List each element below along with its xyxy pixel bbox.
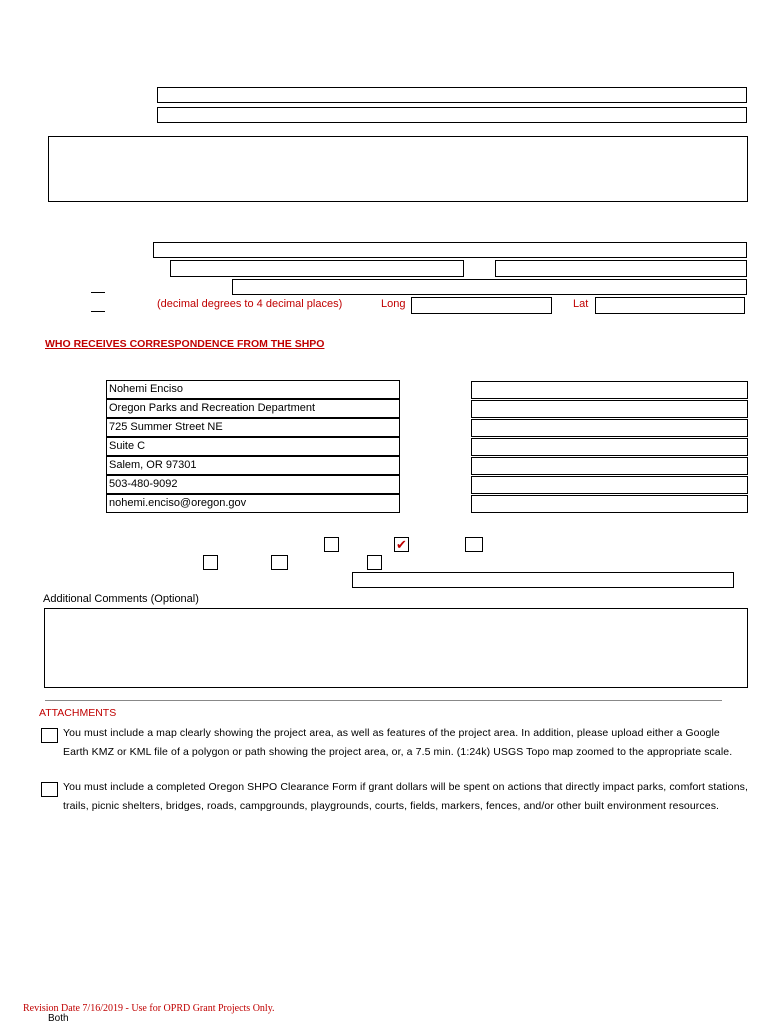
township-range-field[interactable] <box>232 279 747 295</box>
attachment-clearance-checkbox[interactable] <box>41 782 58 797</box>
secondary-contact-field-1[interactable] <box>471 381 748 399</box>
section-divider <box>45 700 722 701</box>
attachment-clearance-text: You must include a completed Oregon SHPO Clearance Form if grant dollars will be spent on actions that directly impact parks, comfort stations, trails, picnic shelters, bridges, roads, campgrounds, playgrounds, courts, fields, markers, fences, and/or other built environment resources. <box>63 781 749 812</box>
attachment-map-text: You must include a map clearly showing the project area, as well as features of the project area. In addition, please upload either a Google Earth KMZ or KML file of a polygon or path showing the project area, or, a 7.5 min. (1:24k) USGS Topo map zoomed to the appropriate scale. <box>63 727 733 758</box>
applicant-field[interactable] <box>157 107 747 123</box>
contact-phone-field[interactable]: 503-480-9092 <box>106 475 400 494</box>
secondary-contact-field-3[interactable] <box>471 419 748 437</box>
county-field[interactable] <box>495 260 747 277</box>
contact-email-field[interactable]: nohemi.enciso@oregon.gov <box>106 494 400 513</box>
correspondence-heading: WHO RECEIVES CORRESPONDENCE FROM THE SHPO <box>45 338 325 350</box>
attachment-map-checkbox[interactable] <box>41 728 58 743</box>
contact-street-field[interactable]: 725 Summer Street NE <box>106 418 400 437</box>
long-label: Long <box>381 298 406 310</box>
contact-organization-field[interactable]: Oregon Parks and Recreation Department <box>106 399 400 418</box>
other-option-field[interactable] <box>352 572 734 588</box>
contact-name-field[interactable]: Nohemi Enciso <box>106 380 400 399</box>
checkbox-underline-2 <box>91 311 105 312</box>
comments-area[interactable] <box>44 608 748 688</box>
option-checkbox-2[interactable]: ✔ <box>394 537 409 552</box>
secondary-contact-field-7[interactable] <box>471 495 748 513</box>
lat-label: Lat <box>573 298 589 310</box>
lat-input[interactable] <box>595 297 745 314</box>
revision-date: Revision Date 7/16/2019 - Use for OPRD Grant Projects Only. <box>23 1003 275 1014</box>
option-checkbox-1[interactable] <box>324 537 339 552</box>
checkbox-underline-1 <box>91 292 105 293</box>
footer-garbled-text: Both <box>48 1013 69 1024</box>
option-checkbox-6[interactable] <box>367 555 382 570</box>
contact-city-field[interactable]: Salem, OR 97301 <box>106 456 400 475</box>
long-input[interactable] <box>411 297 552 314</box>
secondary-contact-field-4[interactable] <box>471 438 748 456</box>
secondary-contact-field-5[interactable] <box>471 457 748 475</box>
secondary-contact-field-2[interactable] <box>471 400 748 418</box>
option-checkbox-4[interactable] <box>203 555 218 570</box>
coords-note: (decimal degrees to 4 decimal places) <box>157 298 343 310</box>
attachments-heading: ATTACHMENTS <box>39 707 117 719</box>
address-field[interactable] <box>153 242 747 258</box>
secondary-contact-field-6[interactable] <box>471 476 748 494</box>
project-name-field[interactable] <box>157 87 747 103</box>
contact-suite-field[interactable]: Suite C <box>106 437 400 456</box>
option-checkbox-3[interactable] <box>465 537 483 552</box>
city-field[interactable] <box>170 260 464 277</box>
option-checkbox-5[interactable] <box>271 555 288 570</box>
project-description-area[interactable] <box>48 136 748 202</box>
comments-label: Additional Comments (Optional) <box>43 593 199 605</box>
